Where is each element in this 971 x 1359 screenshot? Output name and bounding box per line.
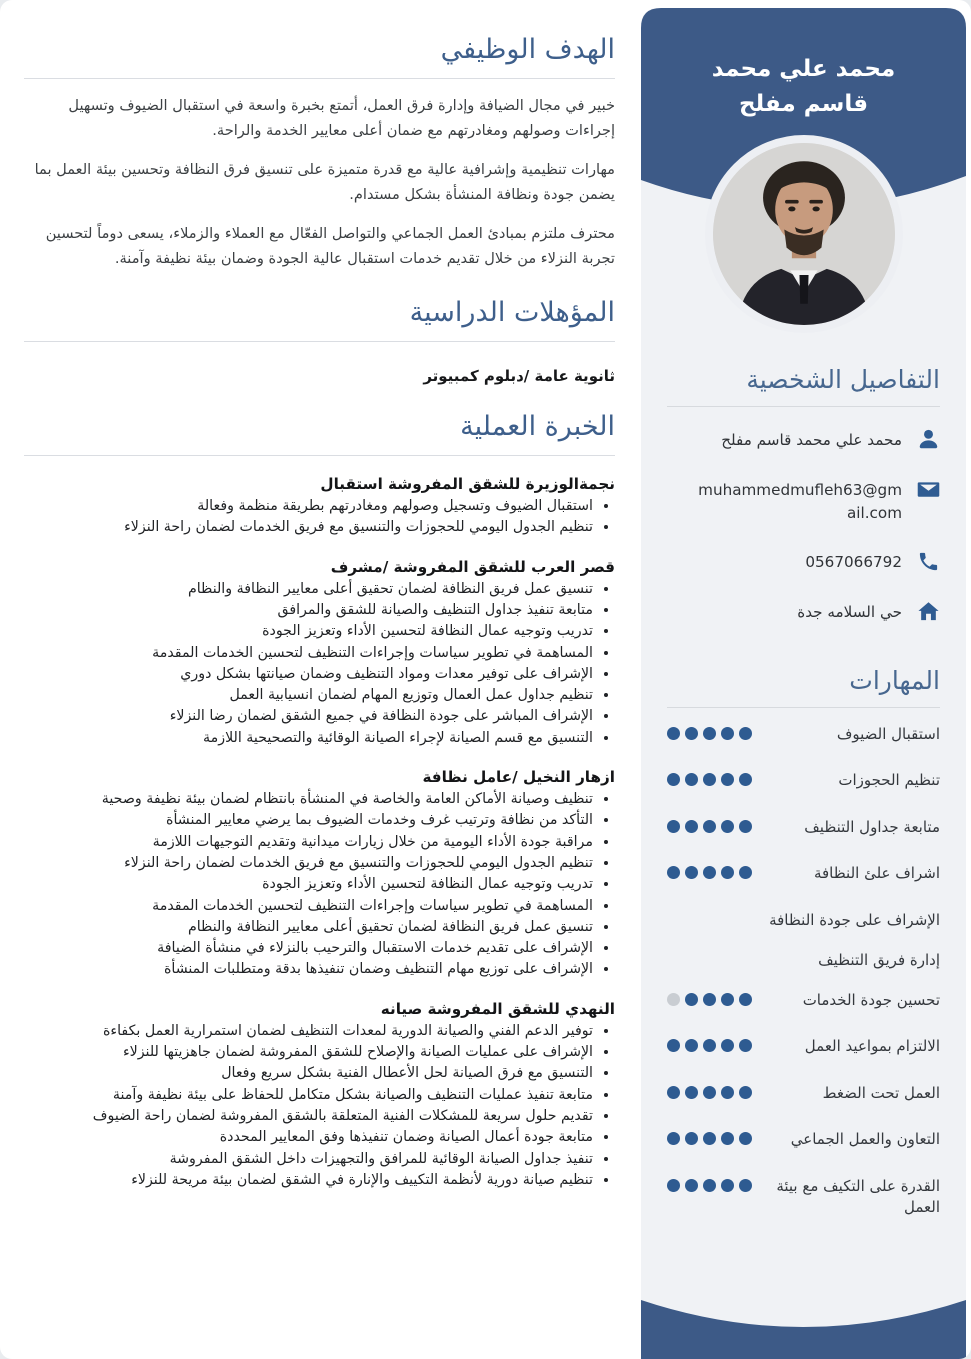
- job-bullet: • تقديم حلول سريعة للمشكلات الفنية المتعلقة بالشقق المفروشة لضمان راحة الضيوف: [24, 1106, 593, 1127]
- rating-dot: [685, 1179, 698, 1192]
- skill-rating: [667, 1176, 752, 1192]
- skill-label: التعاون والعمل الجماعي: [790, 1130, 940, 1149]
- rating-dot: [685, 1086, 698, 1099]
- detail-row: [667, 427, 940, 452]
- skill-row: [667, 1176, 940, 1223]
- profile-photo: [705, 135, 903, 333]
- skill-label: العمل تحت الضغط: [822, 1083, 940, 1102]
- job-bullet-list: [24, 579, 615, 749]
- job-bullet: • الإشراف المباشر على جودة النظافة في جميع الشقق لضمان رضا النزلاء: [24, 706, 593, 727]
- objective-paragraph: مهارات تنظيمية وإشرافية عالية مع قدرة متميزة على تنسيق فرق النظافة وتحسين بيئة العمل بما يضمن جودة ونظافة المنشأة بشكل مستدام.: [34, 161, 615, 203]
- detail-row: [667, 477, 940, 525]
- section-education: [24, 297, 615, 385]
- job-bullet: • تدريب وتوجيه عمال النظافة لتحسين الأداء وتعزيز الجودة: [24, 621, 593, 642]
- detail-icon: [917, 550, 940, 573]
- rating-dot: [685, 866, 698, 879]
- detail-row: [667, 599, 940, 624]
- rating-dot: [703, 1132, 716, 1145]
- job-bullet-list: [24, 496, 615, 539]
- skill-label: الإشراف على جودة النظافة: [769, 910, 940, 929]
- rating-dot: [721, 993, 734, 1006]
- detail-value: حي السلامه جدة: [797, 603, 902, 622]
- rating-dot: [703, 820, 716, 833]
- experience-jobs: [24, 475, 615, 1191]
- skill-row: [667, 817, 940, 864]
- rating-dot: [685, 820, 698, 833]
- rating-dot: [685, 1039, 698, 1052]
- job-bullet: • الإشراف على تقديم خدمات الاستقبال والترحيب بالنزلاء في منشأة الضيافة: [24, 938, 593, 959]
- rating-dot: [721, 773, 734, 786]
- skill-rating: [667, 863, 752, 879]
- skill-row: [667, 1036, 940, 1083]
- skill-label: تنظيم الحجوزات: [838, 771, 940, 790]
- rating-dot: [721, 820, 734, 833]
- job-bullet: • تنظيم الجدول اليومي للحجوزات والتنسيق مع فريق الخدمات لضمان راحة النزلاء: [24, 517, 593, 538]
- job-title: قصر العرب للشقق المفروشة /مشرف: [330, 557, 615, 576]
- detail-icon: [917, 428, 940, 451]
- detail-row: [667, 549, 940, 574]
- job-bullet: • التنسيق مع فرق الصيانة لحل الأعطال الفنية بشكل سريع وفعال: [24, 1063, 593, 1084]
- detail-value: 0567066792: [805, 553, 902, 572]
- job-entry: [24, 768, 615, 981]
- job-bullet: • متابعة تنفيذ جداول التنظيف والصيانة للشقق والمرافق: [24, 600, 593, 621]
- objective-title: الهدف الوظيفي: [24, 34, 615, 79]
- skill-row: [667, 950, 940, 990]
- job-bullet: • المساهمة في تطوير سياسات وإجراءات التنظيف لتحسين الخدمات المقدمة: [24, 643, 593, 664]
- rating-dot: [685, 773, 698, 786]
- job-title: ازهار النخيل /عامل نظافة: [422, 768, 615, 787]
- objective-paragraph: خبير في مجال الضيافة وإدارة فرق العمل، أتمتع بخبرة واسعة في استقبال الضيوف وتسهيل إجراءات وصولهم ومغادرتهم مع ضمان أعلى معايير الخدمة والراحة.: [68, 97, 615, 139]
- detail-value: محمد علي محمد قاسم مفلح: [721, 431, 902, 449]
- skill-row: [667, 770, 940, 817]
- section-objective: [24, 34, 615, 271]
- skill-row: [667, 724, 940, 771]
- rating-dot: [739, 1039, 752, 1052]
- education-title: المؤهلات الدراسية: [24, 297, 615, 342]
- rating-dot: [721, 1179, 734, 1192]
- job-bullet-list: [24, 789, 615, 981]
- job-bullet: • التأكد من نظافة وترتيب غرف وخدمات الضيوف بما يرضي معايير المنشأة: [24, 810, 593, 831]
- rating-dot: [721, 727, 734, 740]
- rating-dot: [667, 993, 680, 1006]
- skill-rating: [667, 1129, 752, 1145]
- rating-dot: [703, 1179, 716, 1192]
- skill-label: تحسين جودة الخدمات: [802, 990, 940, 1009]
- sidebar-footer: [641, 1299, 966, 1359]
- rating-dot: [685, 993, 698, 1006]
- job-title: نجمةالوزيرة للشقق المفروشة استقبال: [320, 475, 615, 494]
- skill-rating: [667, 990, 752, 1006]
- skills-list: [667, 724, 940, 1223]
- sidebar: [641, 8, 966, 1359]
- skills-title: المهارات: [667, 666, 940, 708]
- job-title: النهدي للشقق المفروشة صيانه: [380, 999, 615, 1018]
- skill-row: [667, 1083, 940, 1130]
- job-bullet: • تنسيق عمل فريق النظافة لضمان تحقيق أعلى معايير النظافة والنظام: [24, 917, 593, 938]
- rating-dot: [739, 727, 752, 740]
- rating-dot: [685, 1132, 698, 1145]
- rating-dot: [721, 866, 734, 879]
- job-bullet: • التنسيق مع قسم الصيانة لإجراء الصيانة الوقائية والتصحيحية اللازمة: [24, 728, 593, 749]
- experience-title: الخبرة العملية: [24, 411, 615, 456]
- personal-details-title: التفاصيل الشخصية: [667, 365, 940, 407]
- rating-dot: [721, 1132, 734, 1145]
- rating-dot: [703, 866, 716, 879]
- rating-dot: [739, 1179, 752, 1192]
- job-bullet: • تنسيق عمل فريق النظافة لضمان تحقيق أعلى معايير النظافة والنظام: [24, 579, 593, 600]
- skill-rating: [667, 770, 752, 786]
- objective-paragraph: محترف ملتزم بمبادئ العمل الجماعي والتواصل الفعّال مع العملاء والزملاء، يسعى دوماً لتحسين تجربة النزلاء من خلال تقديم خدمات استقبال عالية الجودة وضمان بيئة نظيفة وآمنة.: [45, 225, 615, 267]
- section-experience: [24, 411, 615, 1191]
- skill-label: القدرة على التكيف مع بيئة العمل: [776, 1176, 940, 1216]
- skill-row: [667, 1129, 940, 1176]
- portrait-illustration: [713, 143, 895, 325]
- skill-row: [667, 863, 940, 910]
- skill-rating: [667, 724, 752, 740]
- rating-dot: [739, 820, 752, 833]
- rating-dot: [703, 1086, 716, 1099]
- rating-dot: [667, 1179, 680, 1192]
- job-bullet: • المساهمة في تطوير سياسات وإجراءات التنظيف لتحسين الخدمات المقدمة: [24, 896, 593, 917]
- sidebar-body: [641, 365, 966, 1222]
- rating-dot: [667, 1086, 680, 1099]
- job-bullet: • الإشراف على توفير معدات ومواد التنظيف وضمان صيانتها بشكل دوري: [24, 664, 593, 685]
- job-bullet: • تنفيذ جداول الصيانة الوقائية للمرافق والتجهيزات داخل الشقق المفروشة: [24, 1149, 593, 1170]
- job-bullet: • مراقبة جودة الأداء اليومية من خلال زيارات ميدانية وتقديم التوجيهات اللازمة: [24, 832, 593, 853]
- job-entry: [24, 558, 615, 749]
- job-bullet: • توفير الدعم الفني والصيانة الدورية لمعدات التنظيف لضمان استمرارية العمل بكفاءة: [24, 1021, 593, 1042]
- objective-paragraphs: [24, 94, 615, 271]
- education-entries: [24, 367, 615, 385]
- footer-curve-shape: [641, 1299, 966, 1359]
- rating-dot: [685, 727, 698, 740]
- personal-details-list: [667, 427, 940, 624]
- rating-dot: [721, 1086, 734, 1099]
- job-bullet: • تنظيم صيانة دورية لأنظمة التكييف والإنارة في الشقق لضمان بيئة مريحة للنزلاء: [24, 1170, 593, 1191]
- rating-dot: [667, 1132, 680, 1145]
- job-bullet: • الإشراف على توزيع مهام التنظيف وضمان تنفيذها بدقة ومتطلبات المنشأة: [24, 959, 593, 980]
- skill-label: متابعة جداول التنظيف: [804, 817, 940, 836]
- skill-row: [667, 910, 940, 950]
- rating-dot: [721, 1039, 734, 1052]
- rating-dot: [739, 1086, 752, 1099]
- detail-value: muhammedmufleh63@gmail.com: [698, 480, 902, 522]
- job-entry: [24, 1000, 615, 1191]
- skill-rating: [667, 1036, 752, 1052]
- job-bullet: • تنظيم جداول عمل العمال وتوزيع المهام لضمان انسيابية العمل: [24, 685, 593, 706]
- skill-rating: [667, 1083, 752, 1099]
- job-bullet: • متابعة جودة أعمال الصيانة وضمان تنفيذها وفق المعايير المحددة: [24, 1127, 593, 1148]
- rating-dot: [703, 1039, 716, 1052]
- skill-row: [667, 990, 940, 1037]
- skill-label: اشراف علئ النظافة: [813, 864, 940, 883]
- job-bullet: • استقبال الضيوف وتسجيل وصولهم ومغادرتهم بطريقة منظمة وفعالة: [24, 496, 593, 517]
- skill-label: استقبال الضيوف: [836, 724, 940, 743]
- rating-dot: [703, 993, 716, 1006]
- rating-dot: [667, 727, 680, 740]
- job-bullet: • الإشراف على عمليات الصيانة والإصلاح للشقق المفروشة لضمان جاهزيتها للنزلاء: [24, 1042, 593, 1063]
- rating-dot: [667, 866, 680, 879]
- job-bullet-list: [24, 1021, 615, 1191]
- rating-dot: [739, 1132, 752, 1145]
- rating-dot: [667, 1039, 680, 1052]
- education-entry: ثانوية عامة /دبلوم كمبيوتر: [423, 367, 615, 386]
- skill-label: الالتزام بمواعيد العمل: [804, 1037, 940, 1056]
- rating-dot: [667, 820, 680, 833]
- rating-dot: [739, 773, 752, 786]
- rating-dot: [667, 773, 680, 786]
- job-bullet: • تنظيف وصيانة الأماكن العامة والخاصة في المنشأة بانتظام لضمان بيئة نظيفة وصحية: [24, 789, 593, 810]
- rating-dot: [703, 773, 716, 786]
- detail-icon: [917, 600, 940, 623]
- detail-icon: [917, 478, 940, 501]
- skill-rating: [667, 817, 752, 833]
- rating-dot: [739, 866, 752, 879]
- job-bullet: • متابعة تنفيذ عمليات التنظيف والصيانة بشكل متكامل للحفاظ على بيئة نظيفة وآمنة: [24, 1085, 593, 1106]
- person-name: محمد علي محمد قاسم مفلح: [711, 56, 896, 117]
- rating-dot: [703, 727, 716, 740]
- rating-dot: [739, 993, 752, 1006]
- job-bullet: • تنظيم الجدول اليومي للحجوزات والتنسيق مع فريق الخدمات لضمان راحة النزلاء: [24, 853, 593, 874]
- skill-label: إدارة فريق التنظيف: [818, 950, 940, 969]
- job-entry: [24, 475, 615, 539]
- job-bullet: • تدريب وتوجيه عمال النظافة لتحسين الأداء وتعزيز الجودة: [24, 874, 593, 895]
